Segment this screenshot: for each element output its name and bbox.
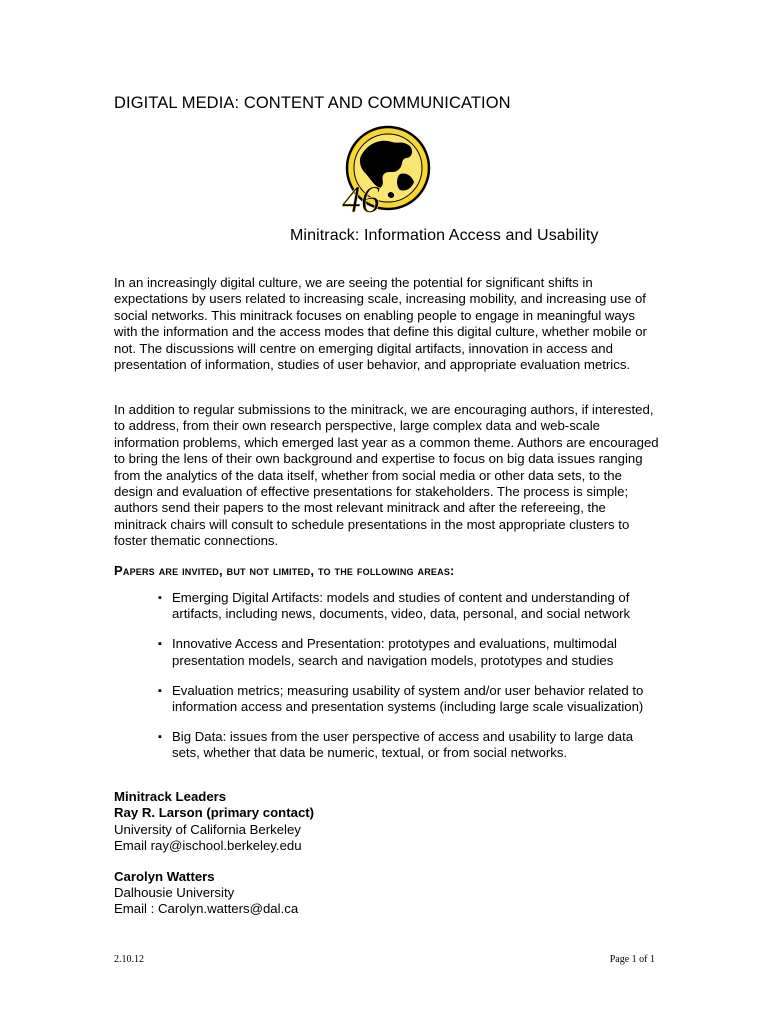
bullet-icon: ▪ — [158, 730, 162, 743]
footer-date: 2.10.12 — [114, 954, 144, 965]
leader-affiliation: University of California Berkeley — [114, 821, 301, 837]
document-title: DIGITAL MEDIA: CONTENT AND COMMUNICATION — [114, 94, 511, 112]
list-item — [158, 683, 658, 716]
footer-page-number: Page 1 of 1 — [609, 954, 655, 965]
bullet-icon: ▪ — [158, 592, 162, 604]
leader-email[interactable]: Email ray@ischool.berkeley.edu — [114, 838, 302, 854]
hicss-globe-logo — [340, 124, 436, 216]
leaders-heading: Minitrack Leaders — [114, 789, 227, 804]
list-item-text: Evaluation metrics; measuring usability of system and/or user behavior related to information access and presentation systems (including large scale visualization) — [172, 682, 644, 715]
minitrack-leaders — [114, 789, 314, 918]
list-item — [158, 590, 658, 623]
list-item-text: Big Data: issues from the user perspective of access and usability to large data sets, whether that data be numeric, textual, or from social networks. — [172, 728, 634, 761]
paragraph-text: In an increasingly digital culture, we are seeing the potential for significant shifts in expectations by users related to increasing scale, increasing mobility, and increasing use of social networks. This minitrack focuses on enabling people to engage in meaningful ways with the information and the access modes that define this digital culture, whether mobile or not. The discussions will centre on emerging digital artifacts, innovation in access and presentation of information, studies of user behavior, and appropriate evaluation metrics. — [114, 275, 647, 373]
bullet-icon: ▪ — [158, 684, 162, 697]
globe-icon — [340, 124, 436, 216]
bullet-icon: ▪ — [158, 638, 162, 651]
list-item-text: Innovative Access and Presentation: prototypes and evaluations, multimodal presentation models, search and navigation models, prototypes and studies — [172, 636, 617, 668]
leader-name: Ray R. Larson (primary contact) — [114, 805, 315, 821]
leader-affiliation: Dalhousie University — [114, 885, 235, 901]
leader-name: Carolyn Watters — [114, 868, 215, 884]
leader-email[interactable]: Email : Carolyn.watters@dal.ca — [114, 901, 299, 917]
list-item-text: Emerging Digital Artifacts: models and studies of content and understanding of artifacts, including news, documents, video, data, personal, and social network — [172, 590, 631, 622]
minitrack-subtitle: Minitrack: Information Access and Usability — [290, 227, 599, 244]
list-item — [158, 729, 658, 762]
intro-paragraph — [114, 275, 659, 373]
topics-list — [158, 590, 658, 775]
logo-number: 46 — [342, 179, 380, 216]
topics-heading: Papers are invited, but not limited, to the following areas: — [114, 563, 455, 578]
list-item — [158, 636, 658, 669]
submission-paragraph — [114, 402, 659, 550]
paragraph-text: In addition to regular submissions to the minitrack, we are encouraging authors, if interested, to address, from their own research perspective, large complex data and web-scale information problems, which emerged last year as a common theme. Authors are encouraged to bring the lens of their own background and expertise to focus on big data issues ranging from the analytics of the data itself, whether from social media or other data sets, to the design and evaluation of effective presentations for stakeholders. The process is simple; authors send their papers to the most relevant minitrack and after the refereeing, the minitrack chairs will consult to schedule presentations in the most appropriate clusters to foster thematic connections. — [114, 402, 659, 549]
